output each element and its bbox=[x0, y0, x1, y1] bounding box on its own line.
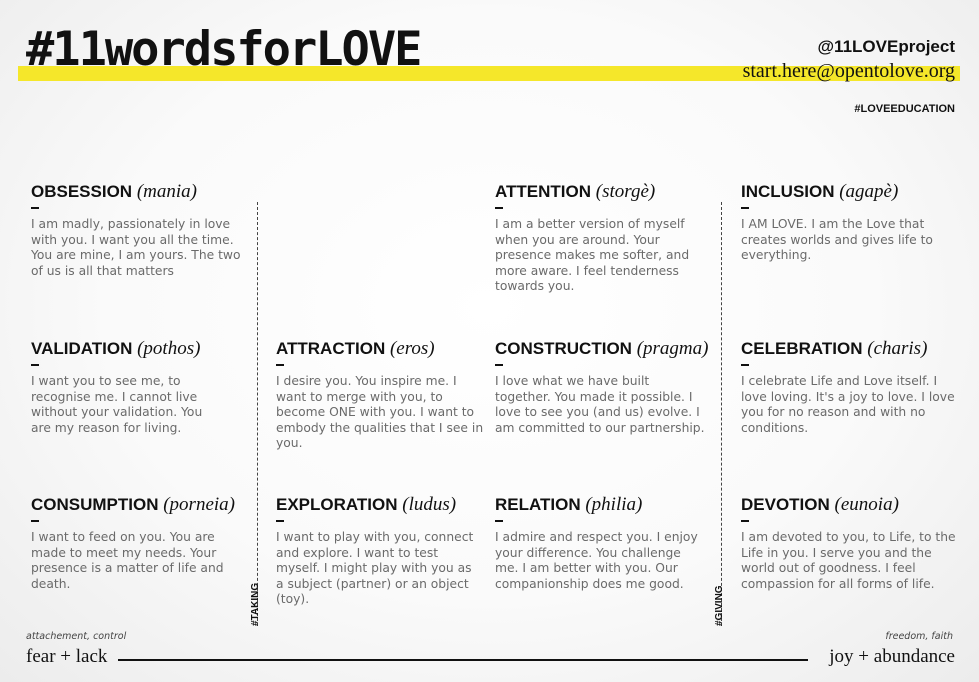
card-obsession bbox=[31, 182, 256, 279]
card-description: I celebrate Life and Love itself. I love loving. It's a joy to love. I love you for no reason and with no conditions. bbox=[741, 374, 955, 435]
card-word: CONSTRUCTION bbox=[495, 339, 632, 358]
title-dash bbox=[31, 364, 39, 366]
card-exploration bbox=[276, 495, 476, 608]
card-word: OBSESSION bbox=[31, 182, 133, 201]
card-greek-word: (eros) bbox=[389, 338, 435, 359]
left-axis-label: fear + lack bbox=[26, 646, 108, 667]
card-description: I am madly, passionately in love with you. I want you all the time. You are mine, I am yours. The two of us is all that matters bbox=[31, 217, 241, 278]
card-title bbox=[741, 495, 956, 515]
social-handle: @11LOVEproject bbox=[817, 37, 955, 56]
card-celebration bbox=[741, 339, 956, 436]
card-greek-word: (storgè) bbox=[595, 181, 656, 202]
giving-label: #GIVING bbox=[714, 585, 725, 626]
card-inclusion bbox=[741, 182, 956, 264]
title-dash bbox=[495, 364, 503, 366]
card-word: ATTRACTION bbox=[276, 339, 386, 358]
title-dash bbox=[276, 520, 284, 522]
card-title bbox=[495, 495, 705, 515]
card-validation bbox=[31, 339, 226, 436]
card-word: ATTENTION bbox=[495, 182, 592, 201]
card-greek-word: (porneia) bbox=[163, 494, 235, 515]
card-title bbox=[495, 182, 710, 202]
card-greek-word: (charis) bbox=[867, 338, 928, 359]
page-title: #11wordsforLOVE bbox=[26, 22, 421, 77]
card-construction bbox=[495, 338, 709, 436]
card-word: RELATION bbox=[495, 495, 581, 514]
card-devotion bbox=[741, 495, 956, 592]
title-dash bbox=[31, 207, 39, 209]
card-word: CONSUMPTION bbox=[31, 495, 159, 514]
left-axis-subtitle: attachement, control bbox=[26, 631, 127, 642]
title-dash bbox=[741, 364, 749, 366]
card-word: INCLUSION bbox=[741, 182, 835, 201]
taking-label: #TAKING bbox=[250, 582, 261, 626]
title-dash bbox=[495, 207, 503, 209]
card-title bbox=[31, 182, 256, 202]
card-greek-word: (philia) bbox=[585, 494, 643, 515]
card-attention bbox=[495, 182, 710, 295]
title-dash bbox=[495, 520, 503, 522]
card-title bbox=[276, 495, 476, 515]
card-word: VALIDATION bbox=[31, 339, 133, 358]
card-description: I desire you. You inspire me. I want to merge with you, to become ONE with you. I want to embody the qualities that I see in you. bbox=[276, 374, 484, 450]
card-description: I love what we have built together. You made it possible. I love to see you (and us) evolve. I am committed to our partnership. bbox=[495, 374, 705, 435]
card-relation bbox=[495, 495, 705, 592]
spectrum-axis-line bbox=[118, 659, 808, 661]
card-attraction bbox=[276, 339, 486, 452]
card-description: I am a better version of myself when you are around. Your presence makes me softer, and more aware. I feel tenderness towards you. bbox=[495, 217, 690, 293]
card-word: EXPLORATION bbox=[276, 495, 398, 514]
card-greek-word: (agapè) bbox=[839, 181, 899, 202]
title-dash bbox=[741, 520, 749, 522]
card-greek-word: (mania) bbox=[136, 181, 197, 202]
card-word: DEVOTION bbox=[741, 495, 830, 514]
card-description: I want to play with you, connect and explore. I want to test myself. I might play with you as a subject (partner) or an object (toy). bbox=[276, 530, 474, 606]
card-greek-word: (pragma) bbox=[636, 338, 709, 359]
card-description: I AM LOVE. I am the Love that creates worlds and gives life to everything. bbox=[741, 217, 933, 262]
card-title bbox=[31, 339, 226, 359]
right-axis-label: joy + abundance bbox=[829, 646, 955, 667]
card-title bbox=[31, 494, 235, 515]
card-title bbox=[741, 339, 956, 359]
card-title bbox=[495, 338, 709, 359]
card-greek-word: (pothos) bbox=[137, 338, 201, 359]
hashtag-label: #LOVEEDUCATION bbox=[854, 103, 955, 115]
card-greek-word: (eunoia) bbox=[834, 494, 899, 515]
card-consumption bbox=[31, 494, 235, 592]
card-title bbox=[741, 182, 956, 202]
card-description: I am devoted to you, to Life, to the Life in you. I serve you and the world out of goodness. I feel compassion for all forms of life. bbox=[741, 530, 956, 591]
right-axis-subtitle: freedom, faith bbox=[885, 631, 953, 642]
title-dash bbox=[741, 207, 749, 209]
card-title bbox=[276, 339, 486, 359]
card-description: I admire and respect you. I enjoy your difference. You challenge me. I am better with you. Our companionship does me good. bbox=[495, 530, 698, 591]
card-greek-word: (ludus) bbox=[402, 494, 457, 515]
card-description: I want to feed on you. You are made to meet my needs. Your presence is a matter of life and death. bbox=[31, 530, 224, 591]
title-dash bbox=[276, 364, 284, 366]
card-word: CELEBRATION bbox=[741, 339, 863, 358]
card-description: I want you to see me, to recognise me. I cannot live without your validation. You are my reason for living. bbox=[31, 374, 203, 435]
contact-email: start.here@opentolove.org bbox=[742, 60, 955, 82]
title-dash bbox=[31, 520, 39, 522]
